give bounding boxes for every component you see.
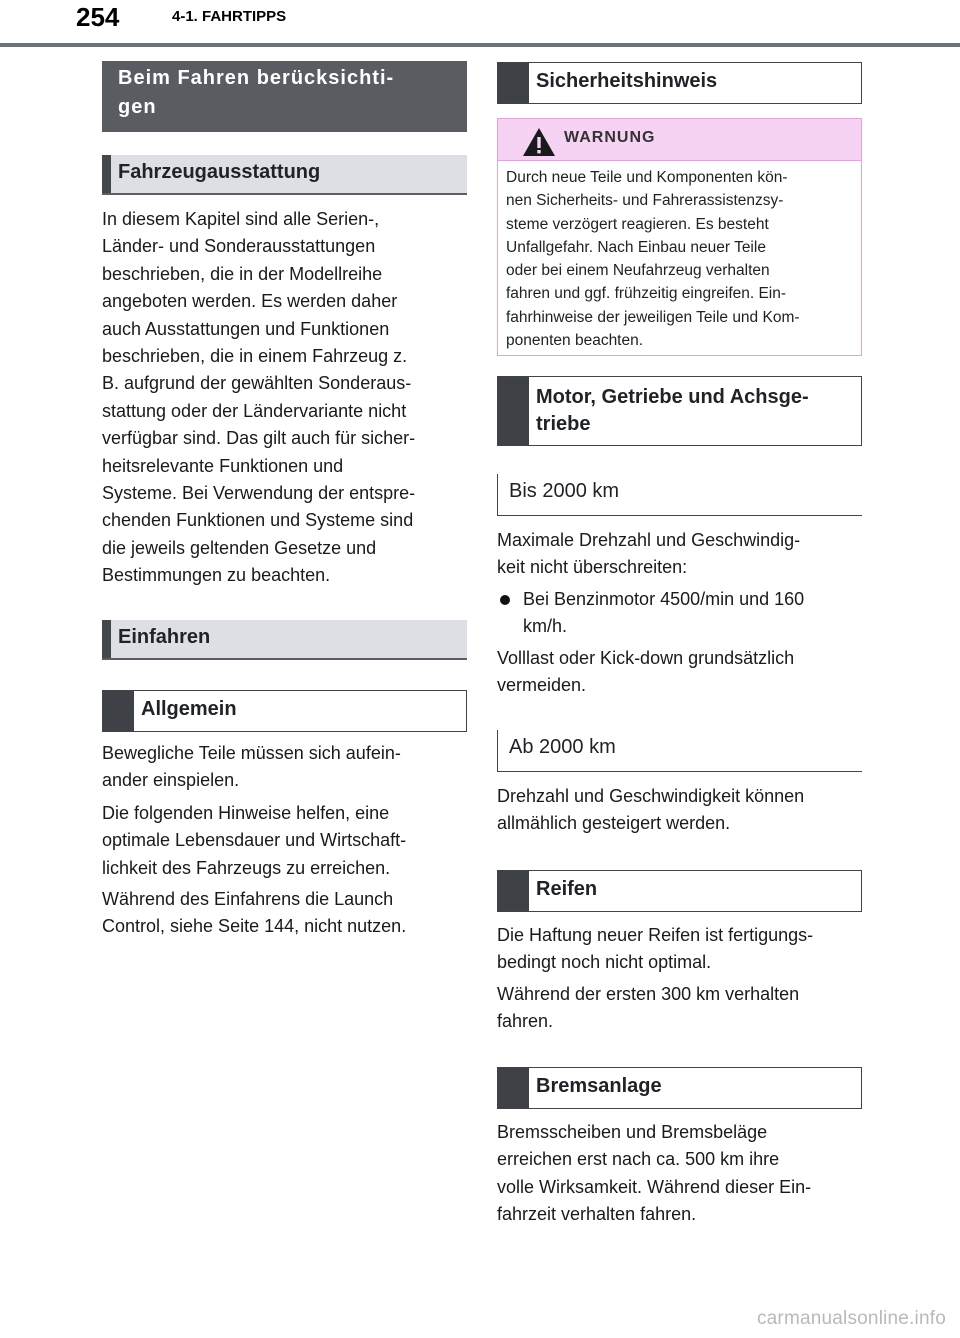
text-line: fahren. bbox=[497, 1011, 554, 1032]
box-heading-line: triebe bbox=[536, 413, 591, 435]
text-line: fahrzeit verhalten fahren. bbox=[497, 1204, 697, 1225]
bullet-benzinmotor bbox=[497, 586, 862, 641]
paragraph-reifen-2 bbox=[497, 981, 862, 1036]
text-line: allmählich gesteigert werden. bbox=[497, 813, 731, 834]
warning-triangle-icon bbox=[522, 127, 556, 157]
box-heading-reifen bbox=[497, 870, 862, 912]
text-line: nen Sicherheits- und Fahrerassistenzsy- bbox=[506, 192, 784, 210]
text-line: bedingt noch nicht optimal. bbox=[497, 952, 712, 973]
text-line: Die Haftung neuer Reifen ist fertigungs- bbox=[497, 925, 814, 945]
light-heading-ab-2000 bbox=[497, 730, 862, 772]
box-heading-bremsanlage bbox=[497, 1067, 862, 1109]
text-line: stattung oder der Ländervariante nicht bbox=[102, 400, 407, 421]
text-line: Während der ersten 300 km verhalten bbox=[497, 984, 800, 1004]
text-line: Die folgenden Hinweise helfen, eine bbox=[102, 803, 390, 823]
paragraph-bis-2000-1 bbox=[497, 527, 862, 582]
paragraph-reifen-1 bbox=[497, 922, 862, 977]
paragraph-allgemein-1 bbox=[102, 740, 467, 795]
text-line: fahren und ggf. frühzeitig eingreifen. Ein- bbox=[506, 285, 787, 303]
light-heading-label: Ab 2000 km bbox=[509, 736, 616, 758]
text-line: Volllast oder Kick-down grundsätzlich bbox=[497, 648, 795, 668]
paragraph-bis-2000-2 bbox=[497, 645, 862, 700]
text-line: In diesem Kapitel sind alle Serien-, bbox=[102, 209, 380, 229]
page-header bbox=[0, 0, 960, 48]
box-heading-label bbox=[536, 384, 853, 438]
chapter-title: 4-1. FAHRTIPPS bbox=[172, 8, 287, 25]
paragraph-ab-2000 bbox=[497, 783, 862, 838]
box-heading-block bbox=[498, 1068, 529, 1108]
text-line: ponenten beachten. bbox=[506, 332, 644, 350]
text-line: fahrhinweise der jeweiligen Teile und Kom- bbox=[506, 308, 800, 326]
text-line: erreichen erst nach ca. 500 km ihre bbox=[497, 1149, 780, 1170]
light-heading-bis-2000 bbox=[497, 474, 862, 516]
warning-label: WARNUNG bbox=[564, 129, 656, 146]
text-line: Unfallgefahr. Nach Einbau neuer Teile bbox=[506, 238, 766, 256]
section-heading-line-1: Beim Fahren berücksichti- bbox=[118, 67, 395, 89]
header-rule bbox=[0, 43, 960, 47]
text-line: vermeiden. bbox=[497, 675, 587, 696]
subheading-einfahren bbox=[102, 620, 467, 660]
text-line: Systeme. Bei Verwendung der entspre- bbox=[102, 483, 416, 504]
text-line: keit nicht überschreiten: bbox=[497, 557, 688, 578]
text-line: Bewegliche Teile müssen sich aufein- bbox=[102, 743, 401, 763]
text-line: Bestimmungen zu beachten. bbox=[102, 565, 331, 586]
text-line: B. aufgrund der gewählten Sonderaus- bbox=[102, 373, 412, 394]
text-line: beschrieben, die in der Modellreihe bbox=[102, 263, 383, 284]
text-line: Während des Einfahrens die Launch bbox=[102, 889, 394, 909]
warning-header bbox=[498, 119, 861, 161]
box-heading-block bbox=[498, 377, 529, 445]
text-line: beschrieben, die in einem Fahrzeug z. bbox=[102, 346, 408, 367]
text-line: die jeweils geltenden Gesetze und bbox=[102, 537, 377, 558]
text-line: km/h. bbox=[523, 616, 568, 637]
section-heading-beim-fahren bbox=[102, 61, 467, 132]
page-number: 254 bbox=[76, 2, 120, 32]
box-heading-label: Allgemein bbox=[141, 698, 237, 720]
box-heading-label: Reifen bbox=[536, 878, 598, 900]
text-line: ander einspielen. bbox=[102, 770, 240, 791]
text-line: volle Wirksamkeit. Während dieser Ein- bbox=[497, 1176, 812, 1197]
light-heading-label: Bis 2000 km bbox=[509, 480, 620, 502]
bullet-dot-icon bbox=[500, 595, 510, 605]
box-heading-label: Bremsanlage bbox=[536, 1075, 662, 1097]
text-line: heitsrelevante Funktionen und bbox=[102, 455, 344, 476]
paragraph-allgemein-3 bbox=[102, 886, 467, 941]
text-line: Drehzahl und Geschwindigkeit können bbox=[497, 786, 805, 806]
text-line: oder bei einem Neufahrzeug verhalten bbox=[506, 262, 770, 280]
subheading-bar bbox=[102, 155, 111, 193]
box-heading-line: Motor, Getriebe und Achsge- bbox=[536, 386, 809, 408]
subheading-label: Einfahren bbox=[118, 626, 211, 648]
warning-box bbox=[497, 118, 862, 356]
footer-watermark[interactable]: carmanualsonline.info bbox=[756, 1308, 946, 1329]
text-line: angeboten werden. Es werden daher bbox=[102, 291, 398, 312]
text-line: Control, siehe Seite 144, nicht nutzen. bbox=[102, 916, 407, 937]
paragraph-fahrzeugausstattung bbox=[102, 206, 467, 590]
text-line: optimale Lebensdauer und Wirtschaft- bbox=[102, 830, 407, 851]
text-line: Durch neue Teile und Komponenten kön- bbox=[506, 169, 788, 186]
box-heading-sicherheitshinweis bbox=[497, 62, 862, 104]
box-heading-motor bbox=[497, 376, 862, 446]
box-heading-block bbox=[498, 63, 529, 103]
subheading-bar bbox=[102, 620, 111, 658]
text-line: Bei Benzinmotor 4500/min und 160 bbox=[523, 589, 805, 609]
paragraph-allgemein-2 bbox=[102, 800, 467, 882]
text-line: Maximale Drehzahl und Geschwindig- bbox=[497, 530, 801, 550]
text-line: auch Ausstattungen und Funktionen bbox=[102, 318, 390, 339]
subheading-fahrzeugausstattung bbox=[102, 155, 467, 195]
text-line: chenden Funktionen und Systeme sind bbox=[102, 510, 414, 531]
box-heading-allgemein bbox=[102, 690, 467, 732]
box-heading-label: Sicherheitshinweis bbox=[536, 70, 718, 92]
box-heading-block bbox=[103, 691, 134, 731]
text-line: lichkeit des Fahrzeugs zu erreichen. bbox=[102, 857, 391, 878]
paragraph-bremsanlage bbox=[497, 1119, 862, 1229]
text-line: steme verzögert reagieren. Es besteht bbox=[506, 215, 769, 233]
text-line: verfügbar sind. Das gilt auch für sicher- bbox=[102, 428, 416, 449]
text-line: Länder- und Sonderausstattungen bbox=[102, 236, 376, 257]
box-heading-block bbox=[498, 871, 529, 911]
subheading-label: Fahrzeugausstattung bbox=[118, 161, 321, 183]
section-heading-line-2: gen bbox=[118, 96, 157, 118]
warning-text bbox=[498, 161, 861, 362]
text-line: Bremsscheiben und Bremsbeläge bbox=[497, 1122, 768, 1142]
